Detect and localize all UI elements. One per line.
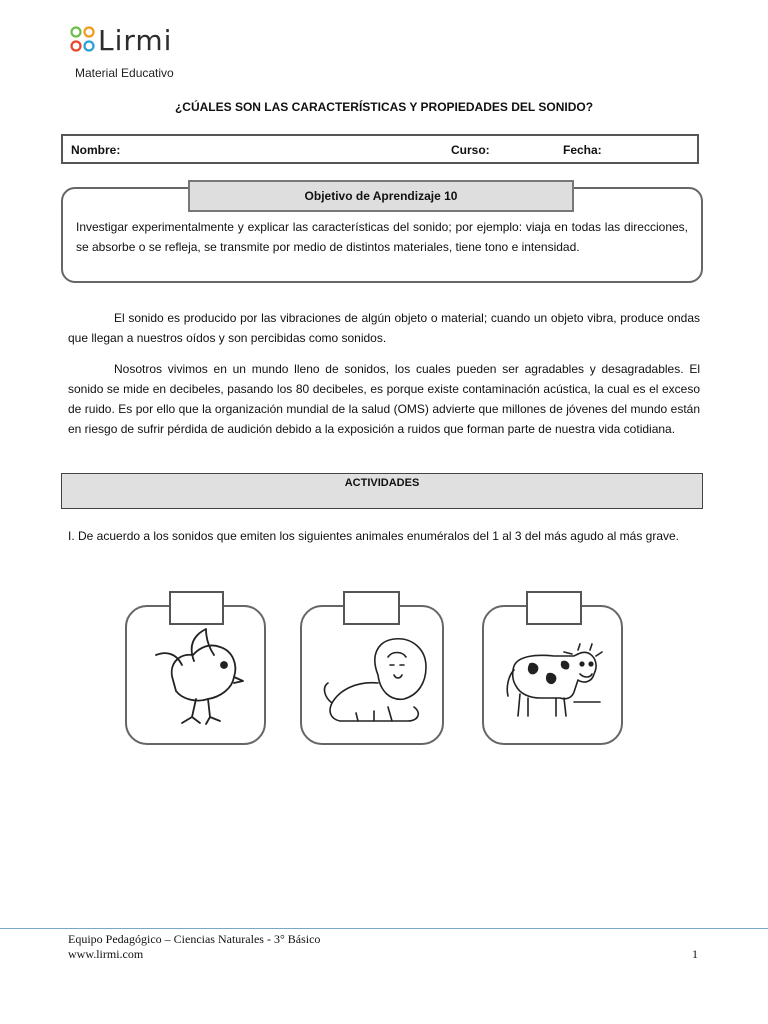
footer-course: Equipo Pedagógico – Ciencias Naturales - 3° Básico — [68, 932, 321, 946]
answer-box-cow[interactable] — [526, 591, 582, 625]
objective-label: Objetivo de Aprendizaje 10 — [188, 180, 574, 212]
footer-website[interactable]: www.lirmi.com — [68, 947, 144, 961]
objective-text: Investigar experimentalmente y explicar las características del sonido; por ejemplo: viaja en todas las direcciones, se absorbe o se refleja, se transmite por medio de distintos materiales, tiene tono e intensidad. — [76, 220, 688, 254]
student-info-box — [61, 134, 699, 164]
activities-header: ACTIVIDADES — [61, 473, 703, 509]
brand-subtitle: Material Educativo — [75, 66, 174, 80]
paragraph-1: El sonido es producido por las vibraciones de algún objeto o material; cuando un objeto vibra, produce ondas que llegan a nuestros oídos y son percibidas como sonidos. — [68, 311, 700, 345]
course-label: Curso: — [451, 143, 490, 157]
page-number: 1 — [692, 947, 698, 961]
paragraph-2: Nosotros vivimos en un mundo lleno de sonidos, los cuales pueden ser agradables y desagradables. El sonido se mide en decibeles, pasando los 80 decibeles, es porque existe contaminación acústica, la cual es el exceso de ruido. Es por ello que la organización mundial de la salud (OMS) advierte que millones de jóvenes del mundo están en riesgo de sufrir pérdida de audición debido a la exposición a ruidos que forman parte de nuestra vida cotidiana. — [68, 362, 700, 436]
answer-box-bird[interactable] — [169, 591, 224, 625]
bird-icon — [148, 625, 248, 730]
page-title: ¿CÚALES SON LAS CARACTERÍSTICAS Y PROPIEDADES DEL SONIDO? — [174, 100, 594, 114]
name-label: Nombre: — [71, 143, 121, 157]
lion-icon — [318, 635, 433, 730]
brand-name: Lirmi — [98, 24, 173, 57]
question-1: I. De acuerdo a los sonidos que emiten los siguientes animales enuméralos del 1 al 3 del más agudo al más grave. — [68, 529, 680, 543]
date-label: Fecha: — [563, 143, 602, 157]
footer-rule — [0, 928, 768, 929]
cow-icon — [500, 640, 605, 722]
answer-box-lion[interactable] — [343, 591, 400, 625]
footer — [68, 932, 320, 962]
